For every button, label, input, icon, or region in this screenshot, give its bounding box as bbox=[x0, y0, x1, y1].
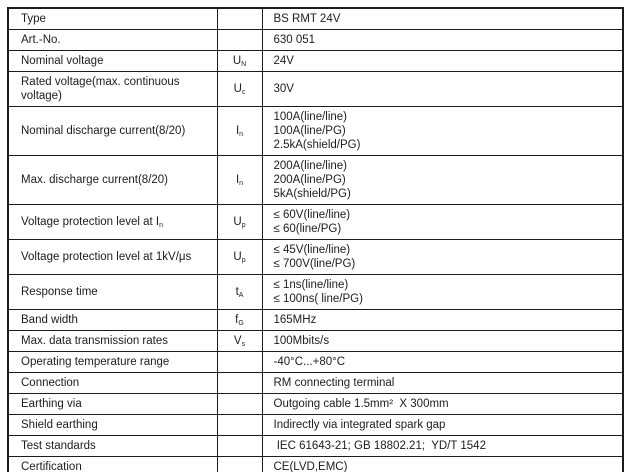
spec-symbol-subscript: p bbox=[241, 222, 246, 229]
spec-label-cell bbox=[8, 415, 217, 436]
spec-symbol-subscript: p bbox=[241, 257, 246, 264]
spec-value-line: ≤ 700V(line/PG) bbox=[273, 258, 356, 270]
spec-value-cell bbox=[262, 310, 623, 331]
spec-symbol: $f_G$ bbox=[235, 314, 244, 327]
spec-value-line: 2.5kA(shield/PG) bbox=[273, 139, 361, 151]
table-row bbox=[8, 72, 623, 107]
spec-symbol: $U_N$ bbox=[232, 55, 247, 68]
table-row bbox=[8, 415, 623, 436]
spec-label-cell bbox=[8, 394, 217, 415]
spec-value-cell bbox=[262, 156, 623, 205]
spec-value-cell bbox=[262, 394, 623, 415]
spec-label-cell bbox=[8, 30, 217, 51]
spec-value-cell bbox=[262, 51, 623, 72]
spec-label: Operating temperature range bbox=[21, 356, 170, 368]
spec-label: Shield earthing bbox=[21, 419, 98, 431]
spec-symbol-cell bbox=[217, 51, 262, 72]
spec-value-line: RM connecting terminal bbox=[273, 377, 395, 389]
spec-symbol-cell bbox=[217, 240, 262, 275]
spec-symbol-cell bbox=[217, 310, 262, 331]
spec-symbol-cell bbox=[217, 352, 262, 373]
spec-label: Nominal voltage bbox=[21, 55, 104, 67]
spec-label: Rated voltage(max. continuous voltage) bbox=[21, 76, 180, 102]
spec-symbol-cell bbox=[217, 457, 262, 472]
spec-label-cell bbox=[8, 436, 217, 457]
spec-symbol-cell bbox=[217, 205, 262, 240]
table-row bbox=[8, 331, 623, 352]
table-row bbox=[8, 373, 623, 394]
spec-symbol-subscript: n bbox=[239, 180, 244, 187]
spec-label: Earthing via bbox=[21, 398, 82, 410]
spec-value-line: 5kA(shield/PG) bbox=[273, 188, 351, 200]
spec-symbol-cell bbox=[217, 436, 262, 457]
spec-label-subscript: n bbox=[159, 222, 163, 229]
table-row bbox=[8, 394, 623, 415]
spec-value-line: ≤ 1ns(line/line) bbox=[273, 279, 349, 291]
spec-symbol-subscript: G bbox=[238, 320, 244, 327]
spec-label-cell bbox=[8, 310, 217, 331]
spec-value-cell bbox=[262, 275, 623, 310]
spec-value-line: 100A(line/PG) bbox=[273, 125, 346, 137]
spec-value-line: 630 051 bbox=[273, 34, 316, 46]
spec-label: Max. data transmission rates bbox=[21, 335, 169, 347]
spec-symbol-cell bbox=[217, 373, 262, 394]
spec-symbol: $I_n$ bbox=[235, 125, 244, 138]
table-row bbox=[8, 205, 623, 240]
spec-table-body bbox=[8, 8, 623, 472]
spec-value-line: 165MHz bbox=[273, 314, 317, 326]
spec-symbol-cell bbox=[217, 331, 262, 352]
spec-symbol: $I_n$ bbox=[235, 174, 244, 187]
spec-label: Art.-No. bbox=[21, 34, 61, 46]
spec-label-cell bbox=[8, 107, 217, 156]
spec-value-line: Indirectly via integrated spark gap bbox=[273, 419, 446, 431]
table-row bbox=[8, 51, 623, 72]
spec-value-line: ≤ 60V(line/line) bbox=[273, 209, 351, 221]
spec-table bbox=[7, 7, 624, 472]
spec-symbol-subscript: N bbox=[241, 61, 247, 68]
spec-value-line: CE(LVD,EMC) bbox=[273, 461, 348, 472]
table-row bbox=[8, 240, 623, 275]
spec-value-line: 200A(line/PG) bbox=[273, 174, 346, 186]
spec-value-line: Outgoing cable 1.5mm² X 300mm bbox=[273, 398, 449, 410]
spec-value-line: ≤ 100ns( line/PG) bbox=[273, 293, 363, 305]
spec-label: Voltage protection level at 1kV/μs bbox=[21, 251, 192, 263]
spec-value-line: 30V bbox=[273, 83, 294, 95]
spec-label: Certification bbox=[21, 461, 82, 472]
table-row bbox=[8, 352, 623, 373]
spec-label: Response time bbox=[21, 286, 98, 298]
spec-label-cell bbox=[8, 51, 217, 72]
spec-symbol-cell bbox=[217, 275, 262, 310]
spec-value-cell bbox=[262, 436, 623, 457]
spec-value-cell bbox=[262, 8, 623, 30]
spec-value-cell bbox=[262, 107, 623, 156]
spec-value-cell bbox=[262, 457, 623, 472]
spec-label-cell bbox=[8, 373, 217, 394]
spec-label: Connection bbox=[21, 377, 80, 389]
spec-symbol-subscript: A bbox=[238, 292, 244, 299]
table-row bbox=[8, 310, 623, 331]
spec-label-cell bbox=[8, 457, 217, 472]
spec-value-cell bbox=[262, 373, 623, 394]
spec-value-line: ≤ 60(line/PG) bbox=[273, 223, 342, 235]
spec-label: Nominal discharge current(8/20) bbox=[21, 125, 186, 137]
spec-value-line: ≤ 45V(line/line) bbox=[273, 244, 351, 256]
spec-symbol: $U_c$ bbox=[233, 83, 246, 96]
spec-value-cell bbox=[262, 205, 623, 240]
spec-value-cell bbox=[262, 240, 623, 275]
spec-value-line: 100A(line/line) bbox=[273, 111, 348, 123]
table-row bbox=[8, 30, 623, 51]
spec-value-line: 24V bbox=[273, 55, 294, 67]
spec-label-cell bbox=[8, 275, 217, 310]
spec-symbol-cell bbox=[217, 72, 262, 107]
spec-value-cell bbox=[262, 352, 623, 373]
spec-value-cell bbox=[262, 415, 623, 436]
table-row bbox=[8, 8, 623, 30]
spec-symbol: $U_p$ bbox=[233, 251, 246, 264]
spec-label: Type bbox=[21, 13, 46, 25]
table-row bbox=[8, 436, 623, 457]
spec-label: Max. discharge current(8/20) bbox=[21, 174, 169, 186]
spec-symbol-cell bbox=[217, 415, 262, 436]
spec-label: Test standards bbox=[21, 440, 96, 452]
spec-label-cell bbox=[8, 8, 217, 30]
spec-value-line: 200A(line/line) bbox=[273, 160, 348, 172]
spec-label: Band width bbox=[21, 314, 78, 326]
spec-symbol-cell bbox=[217, 394, 262, 415]
spec-label-cell bbox=[8, 240, 217, 275]
spec-label-cell bbox=[8, 331, 217, 352]
spec-symbol-cell bbox=[217, 156, 262, 205]
spec-symbol-subscript: s bbox=[241, 341, 246, 348]
spec-value-line: 100Mbits/s bbox=[273, 335, 330, 347]
spec-symbol: $t_A$ bbox=[235, 286, 244, 299]
spec-label-cell bbox=[8, 205, 217, 240]
spec-symbol: $V_s$ bbox=[233, 335, 246, 348]
spec-value-line: IEC 61643-21; GB 18802.21; YD/T 1542 bbox=[273, 440, 486, 452]
table-row bbox=[8, 275, 623, 310]
spec-value-cell bbox=[262, 72, 623, 107]
spec-symbol-cell bbox=[217, 107, 262, 156]
spec-symbol-subscript: n bbox=[239, 131, 244, 138]
spec-value-cell bbox=[262, 30, 623, 51]
spec-value-cell bbox=[262, 331, 623, 352]
spec-value-line: BS RMT 24V bbox=[273, 13, 341, 25]
spec-label-cell bbox=[8, 352, 217, 373]
table-row bbox=[8, 156, 623, 205]
spec-label-cell bbox=[8, 72, 217, 107]
table-row bbox=[8, 107, 623, 156]
table-row bbox=[8, 457, 623, 472]
spec-symbol: $U_p$ bbox=[233, 216, 246, 229]
spec-value-line: -40°C...+80°C bbox=[273, 356, 346, 368]
spec-label: Voltage protection level at $I_n$ bbox=[21, 216, 163, 229]
spec-symbol-subscript: c bbox=[241, 89, 246, 96]
spec-symbol-cell bbox=[217, 30, 262, 51]
spec-symbol-cell bbox=[217, 8, 262, 30]
spec-label-cell bbox=[8, 156, 217, 205]
